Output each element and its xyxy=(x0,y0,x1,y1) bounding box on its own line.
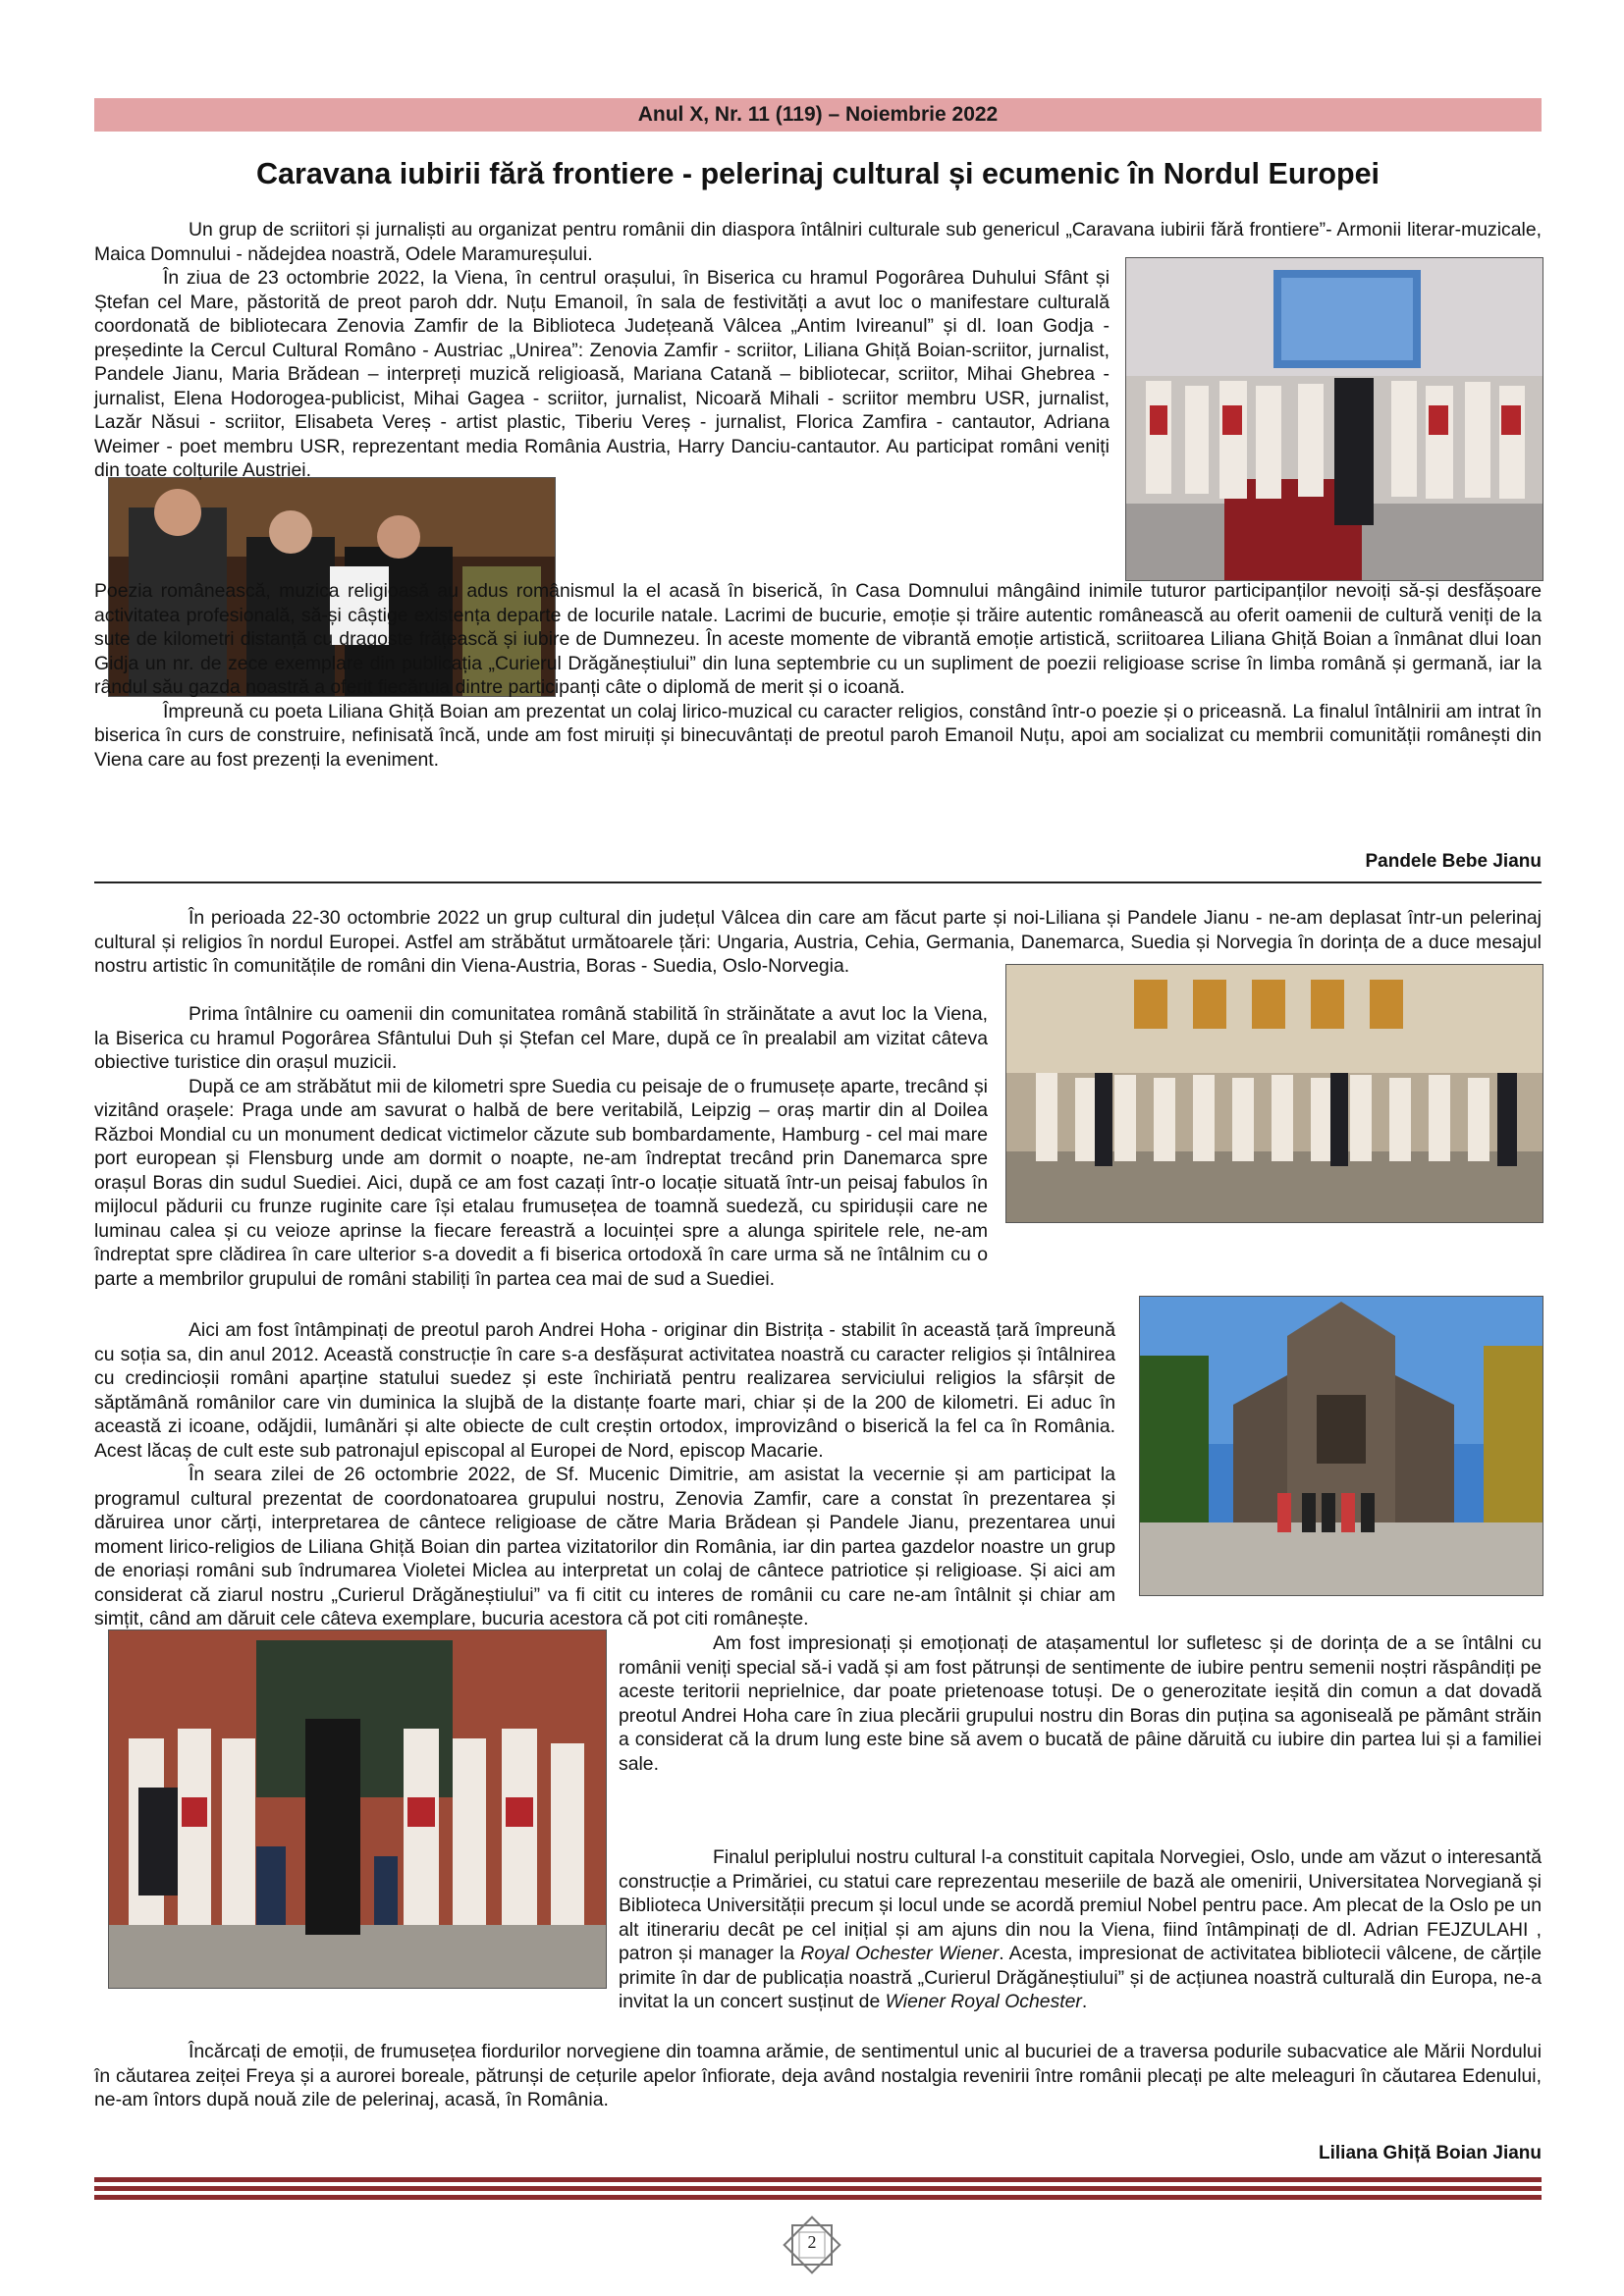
article1-text-lower xyxy=(94,579,1542,772)
article2-text-wrap xyxy=(94,1002,988,1291)
article2-paragraph-1: În perioada 22-30 octombrie 2022 un grup cultural din județul Vâlcea din care am făcut parte și noi-Liliana și Pandele Jianu - ne-am deplasat într-un pelerinaj cultural și religios în nordul Europei. Astfel am străbătut următoarele țări: Ungaria, Austria, Cehia, Germania, Danemarca, Suedia și Norvegia în dorința de a duce mesajul nostru artistic în comunitățile de români din Viena-Austria, Boras - Suedia, Oslo-Norvegia. xyxy=(94,907,1542,977)
article1-text xyxy=(94,218,1542,266)
article1-paragraph-3: Poezia românească, muzica religioasă au adus românismul la el acasă în biserică, în Casa Domnului mângâind inimile tuturor participanților nevoiți să-și desfășoare activitatea profesională, să-și câștige existența departe de locurile natale. Lacrimi de bucurie, emoție și trăire autentic românească au oferit oamenii de cultură veniți de la sute de kilometri distanță cu dragoste frățească și iubire de Dumnezeu. În aceste momente de vibrantă emoție artistică, scriitoarea Liliana Ghiță Boian a înmânat dlui Ioan Gidja un nr. de zece exemplare din publicația „Curierul Drăgăneștiului” din luna septembrie cu un supliment de poezii religioase scrise în limba română și germană, iar la rândul său gazda noastră a oferit fiecăruia dintre participanți câte o diplomă de merit și o icoană. xyxy=(94,580,1542,698)
footer-decorative-lines xyxy=(94,2177,1542,2204)
article2-author: Liliana Ghiță Boian Jianu xyxy=(1319,2143,1542,2163)
footer-line-2 xyxy=(94,2186,1542,2191)
photo-vienna-group xyxy=(1125,257,1543,581)
article2-paragraph-7 xyxy=(619,1845,1542,2014)
footer-line-1 xyxy=(94,2177,1542,2182)
footer-line-3 xyxy=(94,2195,1542,2200)
article1-paragraph-2: În ziua de 23 octombrie 2022, la Viena, în centrul orașului, în Biserica cu hramul Pogorârea Duhului Sfânt și Ștefan cel Mare, păstorită de preot paroh ddr. Nuțu Emanoil, în sala de festivități a avut loc o manifestare culturală coordonată de bibliotecara Zenovia Zamfir de la Biblioteca Județeană Vâlcea „Antim Ivireanul” și dl. Ioan Godja - președinte la Cercul Cultural Româno - Austriac „Unirea”: Zenovia Zamfir - scriitor, Liliana Ghiță Boian-scriitor, jurnalist, Pandele Jianu, Maria Brădean – interpreți muzică religioasă, Mariana Catană – bibliotecar, scriitor, Mihai Ghebrea - jurnalist, Elena Hodorogea-publicist, Mihai Gagea - scriitor, jurnalist, Nicoară Mihali - scriitor membru USR, jurnalist, Lazăr Năsui - scriitor, Elisabeta Vereș - artist plastic, Tiberiu Vereș - jurnalist, Florica Zamfira - cantautor, Adriana Weimer - poet membru USR, reprezentant media România Austria, Harry Danciu-cantautor. Au participat români veniți din toate colțurile Austriei. xyxy=(94,267,1110,481)
article2-paragraph-4: Aici am fost întâmpinați de preotul paroh Andrei Hoha - originar din Bistrița - stabilit în această țară împreună cu soția sa, din anul 2012. Această construcție în care s-a desfășurat activitatea noastră cu caracter religios și întâlnirea cu credincioșii români aparține statului suedez și este închiriată pentru realizarea serviciului religios la sfârșit de săptămână românilor care vin duminica la slujbă de la distanțe foarte mari, chiar și de la 200 de kilometri. Ei aduc în această zi icoane, odăjdii, lumânări și alte obiecte de cult creștin ortodox, improvizând o biserică la fel ca în România. Acest lăcaș de cult este sub patronajul episcopal al Europei de Nord, episcop Macarie. xyxy=(94,1319,1115,1462)
article2-text-final xyxy=(94,2040,1542,2112)
article1-text-wrap-right xyxy=(94,266,1110,483)
page-number-emblem xyxy=(778,2211,846,2279)
article2-paragraph-6: Am fost impresionați și emoționați de atașamentul lor sufletesc și de dorința de a se întâlni cu românii veniți special să-i vadă și am fost pătrunși de sentimente de iubire pentru semenii noștri răspândiți pe aceste teritorii neprielnice, dar poate prietenoase totuși. De o generozitate ieșită din comun a dat dovadă preotul Andrei Hoha care în ziua plecării grupului nostru din Boras din puțina sa agoniseală pe pământ străin a considerat că la drum lung este bine să avem o bucată de pâine dăruită cu iubire din partea lui și a familiei sale. xyxy=(619,1632,1542,1775)
article2-paragraph-3: După ce am străbătut mii de kilometri spre Suedia cu peisaje de o frumusețe aparte, trecând și vizitând orașele: Praga unde am savurat o halbă de bere veritabilă, Leipzig – oraș martir din al Doilea Război Mondial cu un monument dedicat victimelor căzute sub bombardamente, Hamburg - cel mai mare port european și Flensburg unde am dormit o noapte, ne-am îndreptat trecând prin Danemarca spre orașul Boras din sudul Suediei. Aici, după ce am fost cazați într-o locație situată într-un peisaj fabulos în mijlocul pădurii cu frunze ruginite care își etalau frumusețea de toamnă suedeză, cu spiridușii care ne luminau calea și cu veioze aprinse la fiecare fereastră a locuinței spre a alunga spiritele rele, ne-am îndreptat spre clădirea în care ulterior s-a dovedit a fi biserica ortodoxă în care urma să ne întâlnim cu o parte a membrilor grupului de români stabiliți în partea cea mai de sud a Suediei. xyxy=(94,1075,988,1290)
page-number: 2 xyxy=(807,2232,817,2252)
article-title: Caravana iubirii fără frontiere - pelerinaj cultural și ecumenic în Nordul Europei xyxy=(255,157,1380,190)
article1-paragraph-4: Împreună cu poeta Liliana Ghiță Boian am prezentat un colaj lirico-muzical cu caracter religios, constând într-o poezie și o priceasnă. La finalul întâlnirii am intrat în biserica în curs de construire, nefinisată încă, unde am fost miruiți și binecuvântați de preotul paroh Emanoil Nuțu, apoi am socializat cu membrii comunității românești din Viena care au fost prezenți la eveniment. xyxy=(94,700,1542,771)
orchestra-name-1: Royal Ochester Wiener xyxy=(800,1943,1000,1964)
article2-text-wrap-4 xyxy=(619,1845,1542,2014)
photo-boras-church xyxy=(1139,1296,1543,1596)
orchestra-name-2: Wiener Royal Ochester xyxy=(885,1991,1082,2012)
article2-paragraph-5: În seara zilei de 26 octombrie 2022, de Sf. Mucenic Dimitrie, am asistat la vecernie și am participat la programul cultural prezentat de coordonatoarea grupului nostru, Zenovia Zamfir, care a constat în prezentarea și dăruirea unor cărți, interpretarea de cântece religioase de către Maria Brădean și Pandele Jianu, prezentarea unui moment lirico-religios de Liliana Ghiță Boian din partea vizitatorilor din România, iar din partea gazdelor noastre un grup de enoriași români sub îndrumarea Violetei Miclea au interpretat un colaj de cântece patriotice și religioase. Și aici am considerat că ziarul nostru „Curierul Drăgăneștiului” va fi citit cu interes de românii cu care ne-am întâlnit și chiar am simțit, când am dăruit cele câteva exemplare, bucuria acestora că pot citi românește. xyxy=(94,1464,1115,1629)
article1-paragraph-1: Un grup de scriitori și jurnaliști au organizat pentru românii din diaspora întâlniri culturale sub genericul „Caravana iubirii fără frontiere”- Armonii literar-muzicale, Maica Domnului - nădejdea noastră, Odele Maramureșului. xyxy=(94,219,1542,265)
paragraph-7-part-b: . Acesta, impresionat de activitatea bibliotecii vâlcene, de cărțile primite în dar de publicația noastră „Curierul Drăgăneștiului” și de acțiunea noastră culturală din Europa, ne-a invitat la un concert susținut de xyxy=(619,1943,1542,2012)
issue-header: Anul X, Nr. 11 (119) – Noiembrie 2022 xyxy=(94,98,1542,132)
paragraph-7-part-a: Finalul periplului nostru cultural l-a constituit capitala Norvegiei, Oslo, unde am văzut o interesantă construcție a Primăriei, cu statui care reprezentau meseriile de bază ale omenirii, Universitatea Norvegiană și Biblioteca Universității precum și locul unde se acordă premiul Nobel pentru pace. Am plecat de la Oslo pe un alt itinerariu decât pe cel inițial și am ajuns din nou la Viena, fiind întâmpinați de dl. Adrian FEJZULAHI , patron și manager la xyxy=(619,1846,1542,1964)
article2-text-wrap-3 xyxy=(619,1631,1542,1776)
article1-author: Pandele Bebe Jianu xyxy=(1365,851,1542,872)
article2-paragraph-8: Încărcați de emoții, de frumusețea fiordurilor norvegiene din toamna arămie, de sentimentul unic al bucuriei de a traversa podurile subacvatice ale Mării Nordului în căutarea zeiței Freya și a aurorei boreale, pătrunși de cețurile apelor înfiorate, deja având nostalgia revenirii între românii plecați pe alte meleaguri în căutarea Edenului, ne-am întors după nouă zile de pelerinaj, acasă, în România. xyxy=(94,2041,1542,2110)
photo-vienna-church-group xyxy=(1005,964,1543,1223)
article2-paragraph-2: Prima întâlnire cu oamenii din comunitatea română stabilită în străinătate a avut loc la Viena, la Biserica cu hramul Pogorârea Sfântului Duh și Ștefan cel Mare, după ce în prealabil am vizitat câteva obiective turistice din orașul muzicii. xyxy=(94,1003,988,1073)
photo-boras-congregation xyxy=(108,1629,607,1989)
article2-text-wrap-2 xyxy=(94,1318,1115,1631)
section-divider xyxy=(94,881,1542,883)
paragraph-7-part-c: . xyxy=(1081,1991,1088,2012)
article2-text xyxy=(94,906,1542,979)
